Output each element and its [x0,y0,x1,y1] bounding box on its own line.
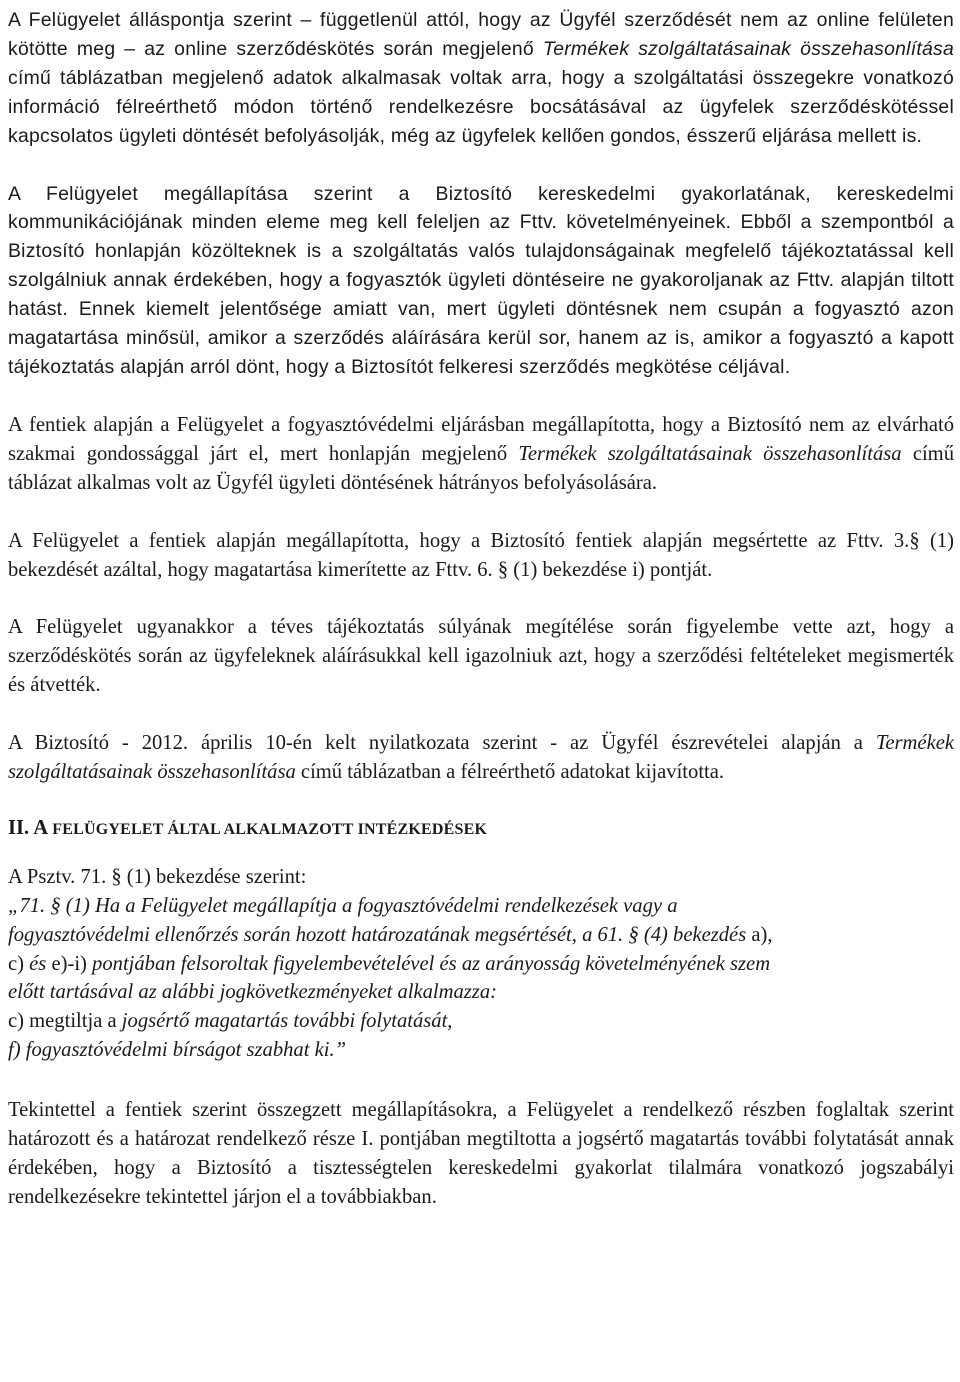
paragraph-consumer-position [8,6,954,151]
table-title-italic: Termékek szolgáltatásainak összehasonlítása [518,442,902,465]
quote-text: e)-i) [46,952,93,975]
section-title: FELÜGYELET ÁLTAL ALKALMAZOTT INTÉZKEDÉSEK [48,820,488,838]
quote-text: jogsértő magatartás további folytatását, [121,1010,453,1033]
paragraph-correction [8,729,954,787]
section-heading [8,814,954,845]
paragraph-decision: Tekintettel a fentiek szerint összegzett megállapításokra, a Felügyelet a rendelkező részben foglaltak szerint határozott és a határozat rendelkező része I. pontjában megtiltotta a jogsértő magatartás további folytatását annak érdekében, hogy a Biztosító a tisztességtelen kereskedelmi gyakorlat tilalmára vonatkozó jogszabályi rendelkezésekre tekintettel járjon el a továbbiakban. [8,1099,954,1208]
paragraph-text: A Biztosító - 2012. április 10-én kelt nyilatkozata szerint - az Ügyfél észrevételei alapján a [8,732,876,755]
paragraph-authority-finding: A Felügyelet megállapítása szerint a Biztosító kereskedelmi gyakorlatának, kereskedelmi kommunikációjának minden eleme meg kell feleljen az Fttv. követelményeinek. Ebből a szempontból a Biztosító honlapján közölteknek is a szolgáltatás valós tulajdonságainak megfelelő tájékoztatással kell szolgálniuk annak érdekében, hogy a fogyasztók ügyleti döntéseire ne gyakoroljanak az Fttv. alapján tiltott hatást. Ennek kiemelt jelentősége amiatt van, mert ügyleti döntésnek nem csupán a fogyasztó azon magatartása minősül, amikor a szerződés aláírására kerül sor, hanem az is, amikor a fogyasztó a kapott tájékoztatás alapján arról dönt, hogy a Biztosítót felkeresi szerződés megkötése céljával. [8,182,954,378]
paragraph-text: című táblázatban a félreérthető adatokat kijavította. [295,761,725,784]
paragraph-text: című táblázatban megjelenő adatok alkalmasak voltak arra, hogy a szolgáltatási összegekre vonatkozó információ félreérthető módon történő rendelkezésre bocsátásával az ügyfelek szerződéskötéssel kapcsolatos ügyleti döntését befolyásolják, még az ügyfelek kellően gondos, ésszerű eljárása mellett is. [8,66,954,147]
quote-text: c) megtiltja a [8,1010,122,1033]
law-quote [8,892,954,1065]
quote-text: pontjában felsoroltak figyelembevételével és az arányosság követelményének szem [92,952,771,975]
quote-line [8,1007,954,1036]
quote-line: előtt tartásával az alábbi jogkövetkezményeket alkalmazza: [8,981,497,1004]
quote-line [8,950,954,979]
quote-line: f) fogyasztóvédelmi bírságot szabhat ki.” [8,1039,347,1062]
paragraph-text: című táblázat alkalmas volt az Ügyfél ügyleti döntésének hátrányos befolyásolására. [8,442,954,494]
law-citation-lead: A Psztv. 71. § (1) bekezdése szerint: [8,865,307,888]
quote-text: a), [746,923,773,946]
section-number: II. [8,816,30,839]
paragraph-mitigation: A Felügyelet ugyanakkor a téves tájékoztatás súlyának megítélése során figyelembe vette azt, hogy a szerződéskötés során az ügyfeleknek aláírásukkal kell igazolniuk azt, hogy a szerződési feltételeket megismerték és átvették. [8,616,954,697]
quote-line [8,921,954,950]
quote-text: c) [8,952,30,975]
paragraph-conclusion [8,411,954,498]
section-title-initial: A [29,816,49,839]
quote-text: és [29,952,47,975]
table-title-italic: Termékek szolgáltatásainak összehasonlítása [8,732,954,784]
quote-line: „71. § (1) Ha a Felügyelet megállapítja a fogyasztóvédelmi rendelkezések vagy a [8,894,678,917]
table-title-italic: Termékek szolgáltatásainak összehasonlítása [542,37,954,60]
paragraph-violation: A Felügyelet a fentiek alapján megállapította, hogy a Biztosító fentiek alapján megsértette az Fttv. 3.§ (1) bekezdését azáltal, hogy magatartása kimerítette az Fttv. 6. § (1) bekezdése i) pontját. [8,529,954,581]
paragraph-text: A Felügyelet álláspontja szerint – függetlenül attól, hogy az Ügyfél szerződését nem az online felületen kötötte meg – az online szerződéskötés során megjelenő [8,9,954,60]
paragraph-text: A fentiek alapján a Felügyelet a fogyasztóvédelmi eljárásban megállapította, hogy a Biztosító nem az elvárható szakmai gondossággal járt el, mert honlapján megjelenő [8,413,954,465]
quote-text: fogyasztóvédelmi ellenőrzés során hozott határozatának megsértését, a 61. § (4) bekezdés [8,923,747,946]
